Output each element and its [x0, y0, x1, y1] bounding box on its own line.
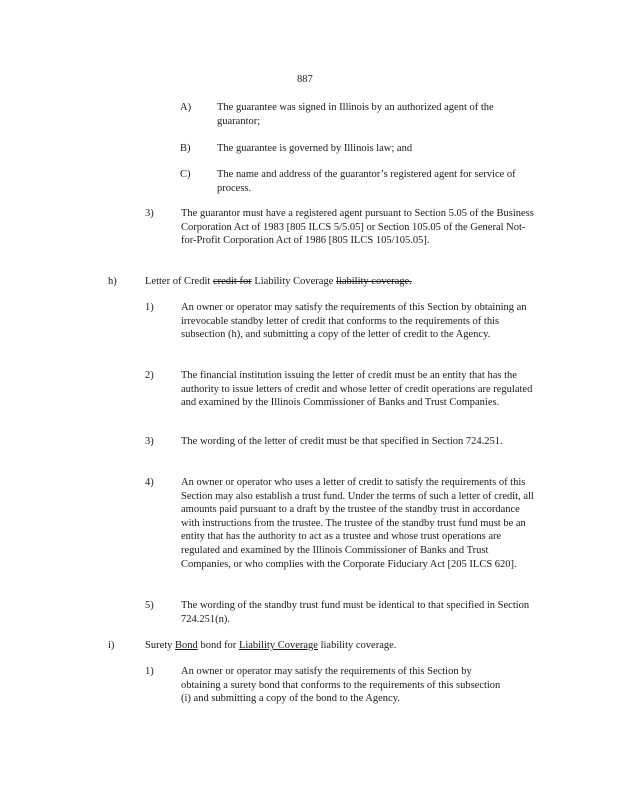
heading-suffix: liability coverage.: [317, 640, 397, 651]
heading-struck: credit for: [212, 276, 252, 287]
item-label: C): [180, 169, 191, 180]
item-label: 4): [145, 477, 154, 488]
list-item-a: [0, 101, 618, 131]
list-item-h5: [0, 599, 618, 629]
heading-prefix: Letter of Credit: [145, 276, 213, 287]
heading-prefix: Surety: [145, 640, 176, 651]
item-text: The name and address of the guarantor’s registered agent for service of process.: [217, 169, 516, 194]
heading-underlined: Bond: [175, 640, 198, 651]
item-label: 2): [145, 370, 154, 381]
item-label: A): [180, 102, 192, 113]
heading-underlined-2: Liability Coverage: [238, 640, 318, 651]
item-text: An owner or operator may satisfy the requirements of this Section by obtaining a surety bond that conforms to the requirements of this subsection (i) and submitting a copy of the bond to the Agency.: [181, 666, 501, 705]
item-label: 3): [145, 436, 154, 447]
item-text: The financial institution issuing the letter of credit must be an entity that has the authority to issue letters of credit and whose letter of credit operations are regulated and examined by the Illinois Commissioner of Banks and Trust Companies.: [181, 370, 533, 409]
list-item-i1: [0, 665, 618, 709]
list-item-h3: [0, 435, 618, 465]
heading-struck-2: liability coverage.: [336, 276, 412, 287]
heading-mid: bond for: [197, 640, 239, 651]
heading-mid: Liability Coverage: [251, 276, 336, 287]
item-label: 1): [145, 666, 154, 677]
item-label: 5): [145, 600, 154, 611]
subsection-h-heading: [0, 275, 618, 291]
heading-text: [145, 275, 525, 289]
list-item-b: [0, 142, 618, 158]
item-text: The guarantee was signed in Illinois by an authorized agent of the guarantor;: [217, 102, 494, 127]
list-item-h4: [0, 476, 618, 588]
item-label: 1): [145, 302, 154, 313]
item-text: The guarantor must have a registered agent pursuant to Section 5.05 of the Business Corporation Act of 1983 [805 ILCS 5/5.05] or Section 105.05 of the General Not-for-Profit Corporation Act of 1986 [805 ILCS 105/105.05].: [181, 208, 534, 247]
item-text: The guarantee is governed by Illinois law; and: [217, 143, 413, 154]
list-item-c: [0, 168, 618, 198]
item-label: h): [108, 276, 117, 287]
list-item-h1: [0, 301, 618, 357]
list-item-h2: [0, 369, 618, 425]
item-label: i): [108, 640, 115, 651]
item-label: 3): [145, 208, 154, 219]
item-text: The wording of the letter of credit must be that specified in Section 724.251.: [181, 436, 503, 447]
item-text: An owner or operator may satisfy the requirements of this Section by obtaining an irrevocable standby letter of credit that conforms to the requirements of this subsection (h), and submitting a copy of the letter of credit to the Agency.: [181, 302, 527, 341]
item-text: An owner or operator who uses a letter of credit to satisfy the requirements of this Section may also establish a trust fund. Under the terms of such a letter of credit, all amounts paid pursuant to a draft by the trustee of the standby trust in accordance with instructions from the trustee. The trustee of the standby trust fund must be an entity that has the authority to act as a trustee and whose trust operations are regulated and examined by the Illinois Commissioner of Banks and Trust Companies, or who complies with the Corporate Fiduciary Act [205 ILCS 620].: [181, 477, 534, 570]
page-number: 887: [297, 74, 313, 85]
heading-text: [145, 639, 525, 653]
item-label: B): [180, 143, 191, 154]
list-item-3: [0, 207, 618, 263]
item-text: The wording of the standby trust fund must be identical to that specified in Section 724.251(n).: [181, 600, 530, 625]
subsection-i-heading: [0, 639, 618, 655]
